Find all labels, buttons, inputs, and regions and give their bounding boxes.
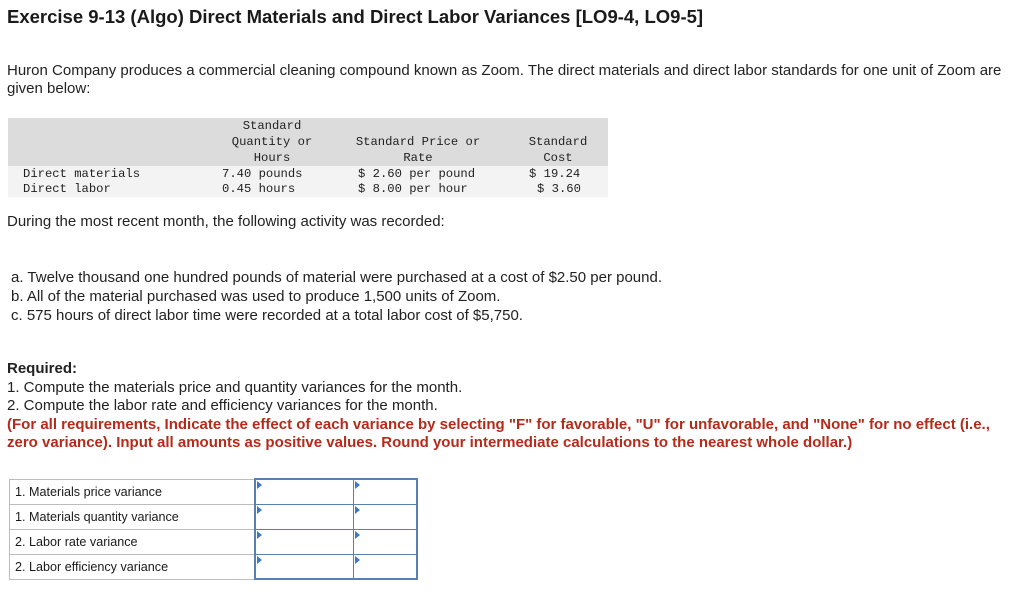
activity-intro: During the most recent month, the following activity was recorded: [7, 213, 445, 230]
materials-price: $ 2.60 per pound [358, 167, 476, 181]
table-row [10, 554, 417, 579]
header-quantity-line3: Hours [253, 151, 291, 165]
effect-select[interactable] [354, 555, 416, 579]
header-quantity-line2: Quantity or [231, 135, 313, 149]
activity-list [11, 268, 662, 325]
labor-rate-variance-amount[interactable] [255, 529, 354, 554]
labor-hours: 0.45 hours [222, 182, 296, 196]
labor-cost: $ 3.60 [537, 182, 581, 196]
header-cost-line1: Standard [528, 135, 588, 149]
materials-quantity-variance-amount[interactable] [255, 504, 354, 529]
materials-price-variance-effect[interactable] [354, 479, 417, 504]
intro-paragraph: Huron Company produces a commercial cleaning compound known as Zoom. The direct materials and direct labor standards for one unit of Zoom are given below: [7, 62, 1002, 97]
amount-input[interactable] [256, 555, 354, 579]
amount-input[interactable] [256, 480, 354, 504]
row-label: 2. Labor efficiency variance [10, 554, 255, 579]
effect-select[interactable] [354, 505, 416, 529]
amount-input[interactable] [256, 505, 354, 529]
required-item-1: 1. Compute the materials price and quantity variances for the month. [7, 378, 463, 396]
materials-quantity: 7.40 pounds [222, 167, 303, 181]
header-cost-line2: Cost [543, 151, 573, 165]
required-heading: Required: [7, 360, 78, 377]
table-row [10, 479, 417, 504]
row-label-direct-labor: Direct labor [23, 182, 111, 196]
effect-select[interactable] [354, 480, 416, 504]
materials-cost: $ 19.24 [529, 167, 581, 181]
row-label: 2. Labor rate variance [10, 529, 255, 554]
row-label: 1. Materials price variance [10, 479, 255, 504]
required-item-2: 2. Compute the labor rate and efficiency variances for the month. [7, 397, 438, 414]
table-row [10, 529, 417, 554]
effect-select[interactable] [354, 530, 416, 554]
instructions-note: (For all requirements, Indicate the effect of each variance by selecting "F" for favorable, "U" for unfavorable, and "None" for no effect (i.e., zero variance). Input all amounts as positive values. Round your intermediate calculations to the nearest whole dollar.) [7, 415, 990, 451]
activity-item-c: c. 575 hours of direct labor time were recorded at a total labor cost of $5,750. [11, 307, 523, 324]
row-label-direct-materials: Direct materials [23, 167, 141, 181]
header-price-line1: Standard Price or [355, 135, 481, 149]
materials-quantity-variance-effect[interactable] [354, 504, 417, 529]
row-label: 1. Materials quantity variance [10, 504, 255, 529]
labor-rate-variance-effect[interactable] [354, 529, 417, 554]
standards-table [8, 118, 608, 197]
labor-efficiency-variance-effect[interactable] [354, 554, 417, 579]
table-row [10, 504, 417, 529]
required-section [7, 360, 1012, 453]
amount-input[interactable] [256, 530, 354, 554]
exercise-title: Exercise 9-13 (Algo) Direct Materials and Direct Labor Variances [LO9-4, LO9-5] [7, 6, 704, 27]
materials-price-variance-amount[interactable] [255, 479, 354, 504]
header-price-line2: Rate [403, 151, 433, 165]
header-quantity-line1: Standard [242, 119, 302, 133]
labor-efficiency-variance-amount[interactable] [255, 554, 354, 579]
answer-table [9, 478, 418, 580]
activity-item-a: a. Twelve thousand one hundred pounds of material were purchased at a cost of $2.50 per pound. [11, 269, 662, 286]
activity-item-b: b. All of the material purchased was used to produce 1,500 units of Zoom. [11, 288, 501, 305]
labor-rate: $ 8.00 per hour [358, 182, 468, 196]
